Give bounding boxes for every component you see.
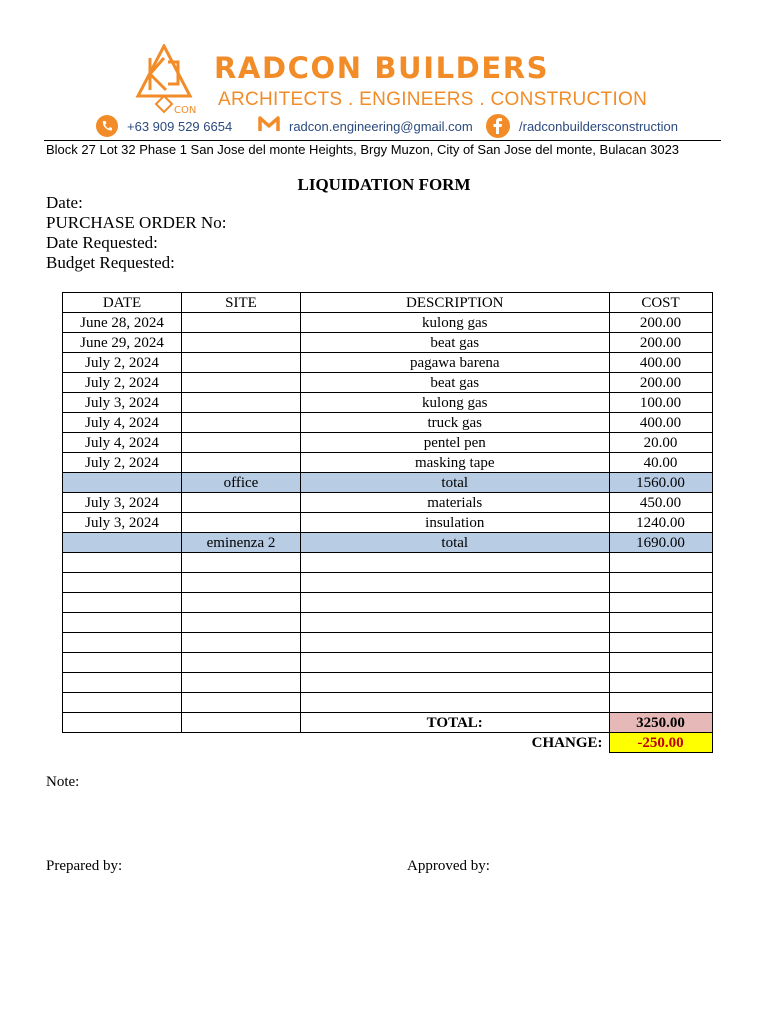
cell-description: truck gas [301,413,610,433]
table-row [63,553,713,573]
table-row [63,453,713,473]
cell-cost: 1690.00 [609,533,712,553]
cell-description: masking tape [301,453,610,473]
cell-cost [609,573,712,593]
table-row [63,393,713,413]
table-row [63,593,713,613]
cell-cost: 100.00 [609,393,712,413]
cell-site [182,653,301,673]
cell-site [182,373,301,393]
cell-cost [609,633,712,653]
cell-date: July 4, 2024 [63,433,182,453]
cell-cost [609,593,712,613]
cell-description: insulation [301,513,610,533]
cell-site [182,673,301,693]
email-icon [258,116,280,137]
change-row [63,733,713,753]
change-empty-cell [63,733,182,753]
header-site: SITE [182,293,301,313]
company-tagline: ARCHITECTS . ENGINEERS . CONSTRUCTION [218,89,648,110]
date-requested-label: Date Requested: [46,233,158,252]
cell-cost: 1240.00 [609,513,712,533]
cell-cost: 200.00 [609,373,712,393]
cell-cost: 1560.00 [609,473,712,493]
table-row [63,433,713,453]
table-subtotal-row [63,533,713,553]
company-logo [134,44,196,116]
cell-date: July 3, 2024 [63,493,182,513]
cell-description [301,593,610,613]
cell-description [301,613,610,633]
cell-date [63,553,182,573]
cell-site [182,513,301,533]
cell-site [182,313,301,333]
date-label: Date: [46,193,83,212]
cell-date [63,693,182,713]
total-label: TOTAL: [301,713,610,733]
cell-site [182,453,301,473]
contact-facebook [486,114,678,138]
cell-description [301,673,610,693]
logo-text: CON [174,105,196,116]
cell-description: kulong gas [301,393,610,413]
table-header-row [63,293,713,313]
cell-cost [609,613,712,633]
cell-cost: 400.00 [609,353,712,373]
table-row [63,573,713,593]
table-row [63,333,713,353]
cell-date: July 3, 2024 [63,513,182,533]
cell-date [63,533,182,553]
cell-description [301,573,610,593]
total-empty-cell [63,713,182,733]
company-address: Block 27 Lot 32 Phase 1 San Jose del monte Heights, Brgy Muzon, City of San Jose del monte, Bulacan 3023 [46,142,680,157]
contact-phone [96,114,232,138]
purchase-order-label: PURCHASE ORDER No: [46,213,227,232]
cell-date: June 28, 2024 [63,313,182,333]
contact-email [258,114,473,138]
table-row [63,353,713,373]
table-row [63,673,713,693]
prepared-by-label: Prepared by: [46,858,123,874]
change-empty-cell [182,733,301,753]
cell-site [182,493,301,513]
cell-site [182,573,301,593]
cell-description: total [301,473,610,493]
cell-description: materials [301,493,610,513]
cell-site [182,613,301,633]
cell-date [63,613,182,633]
header-date: DATE [63,293,182,313]
header-cost: COST [609,293,712,313]
cell-site [182,413,301,433]
cell-date [63,473,182,493]
cell-description [301,633,610,653]
cell-date: July 4, 2024 [63,413,182,433]
cell-date: July 2, 2024 [63,453,182,473]
cell-date: July 3, 2024 [63,393,182,413]
cell-cost [609,653,712,673]
cell-cost: 40.00 [609,453,712,473]
cell-cost [609,553,712,573]
cell-cost [609,693,712,713]
cell-site [182,353,301,373]
cell-site [182,333,301,353]
cell-description: pagawa barena [301,353,610,373]
table-row [63,653,713,673]
form-fields [46,193,226,273]
table-row [63,633,713,653]
table-row [63,493,713,513]
cell-site [182,433,301,453]
table-row [63,693,713,713]
cell-date [63,633,182,653]
cell-site [182,593,301,613]
cell-description: kulong gas [301,313,610,333]
table-row [63,613,713,633]
change-value: -250.00 [609,733,712,753]
table-subtotal-row [63,473,713,493]
cell-site [182,393,301,413]
company-name: RADCON BUILDERS [214,51,550,85]
cell-description: beat gas [301,373,610,393]
cell-description: total [301,533,610,553]
change-label: CHANGE: [531,734,603,751]
cell-date [63,673,182,693]
liquidation-table [62,292,713,753]
cell-site [182,633,301,653]
email-address: radcon.engineering@gmail.com [289,118,473,134]
facebook-icon [486,114,510,138]
cell-date: July 2, 2024 [63,353,182,373]
facebook-handle: /radconbuildersconstruction [519,118,678,134]
cell-date [63,573,182,593]
cell-description: beat gas [301,333,610,353]
note-label: Note: [46,774,80,790]
cell-date: July 2, 2024 [63,373,182,393]
cell-date [63,653,182,673]
cell-cost: 200.00 [609,333,712,353]
table-row [63,313,713,333]
cell-description: pentel pen [301,433,610,453]
cell-cost: 450.00 [609,493,712,513]
table-row [63,373,713,393]
table-row [63,513,713,533]
cell-site: office [182,473,301,493]
cell-description [301,553,610,573]
cell-site: eminenza 2 [182,533,301,553]
budget-requested-label: Budget Requested: [46,253,175,272]
approved-by-label: Approved by: [407,858,490,874]
cell-cost: 20.00 [609,433,712,453]
phone-icon [96,115,118,137]
cell-date [63,593,182,613]
cell-date: June 29, 2024 [63,333,182,353]
cell-description [301,693,610,713]
cell-site [182,693,301,713]
cell-cost: 400.00 [609,413,712,433]
cell-description [301,653,610,673]
cell-cost: 200.00 [609,313,712,333]
cell-site [182,553,301,573]
total-value: 3250.00 [609,713,712,733]
total-row [63,713,713,733]
table-row [63,413,713,433]
cell-cost [609,673,712,693]
total-empty-cell [182,713,301,733]
form-title: LIQUIDATION FORM [297,175,471,194]
header-description: DESCRIPTION [301,293,610,313]
phone-number: +63 909 529 6654 [127,118,233,134]
